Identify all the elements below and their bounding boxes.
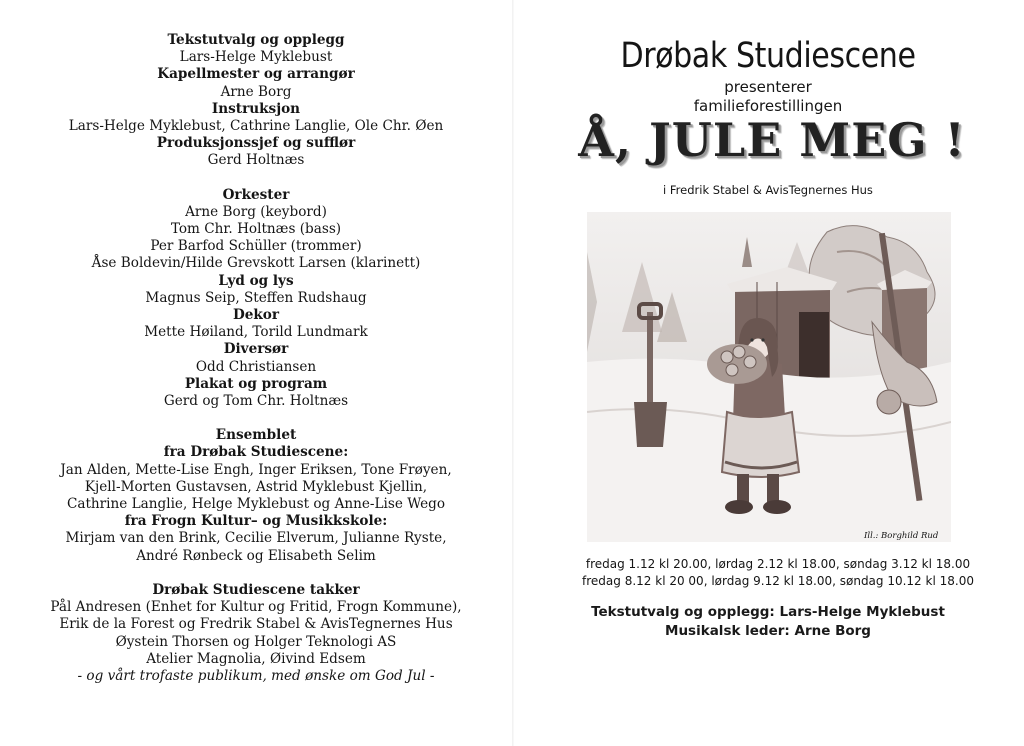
- section-spacer: [24, 410, 488, 427]
- production-type: familieforestillingen: [693, 97, 843, 115]
- credit-line: André Rønbeck og Elisabeth Selim: [136, 547, 376, 564]
- theatre-name: Drøbak Studiescene: [620, 36, 916, 76]
- footer-line-2: Musikalsk leder: Arne Borg: [665, 623, 871, 639]
- credit-heading: Produksjonssjef og sufflør: [156, 135, 356, 152]
- section-spacer: [24, 170, 488, 187]
- credit-heading: Plakat og program: [184, 375, 328, 392]
- credit-heading: Tekstutvalg og opplegg: [167, 32, 345, 48]
- credit-line: Lars-Helge Myklebust: [179, 49, 333, 66]
- dates-line-2: fredag 8.12 kl 20 00, lørdag 9.12 kl 18.00, søndag 10.12 kl 18.00: [582, 574, 974, 588]
- credit-heading: Drøbak Studiescene takker: [152, 581, 360, 598]
- credit-line: Pål Andresen (Enhet for Kultur og Fritid, Frogn Kommune),: [50, 599, 462, 616]
- credit-line: Tom Chr. Holtnæs (bass): [170, 221, 342, 238]
- dates-line-1: fredag 1.12 kl 20.00, lørdag 2.12 kl 18.00, søndag 3.12 kl 18.00: [585, 557, 971, 571]
- credit-heading: Kapellmester og arrangør: [157, 66, 355, 83]
- winter-girl-illustration: [587, 212, 951, 542]
- presents-label: presenterer: [724, 78, 812, 96]
- credit-line: Arne Borg (keybord): [185, 203, 327, 220]
- illustration-credit: Ill.: Borghild Rud: [864, 531, 939, 541]
- credit-line: Odd Christiansen: [195, 358, 317, 375]
- credit-line: Øystein Thorsen og Holger Teknologi AS: [115, 633, 397, 650]
- credit-line: Gerd og Tom Chr. Holtnæs: [163, 393, 349, 410]
- credits-list: [24, 32, 488, 685]
- right-page-cover: [512, 0, 1024, 746]
- section-spacer: [24, 565, 488, 582]
- credit-heading: fra Frogn Kultur– og Musikkskole:: [124, 513, 388, 530]
- credit-heading: Ensemblet: [215, 427, 297, 444]
- credit-line: Magnus Seip, Steffen Rudshaug: [145, 289, 367, 306]
- credit-line: Mette Høiland, Torild Lundmark: [144, 324, 368, 341]
- credit-line: Arne Borg: [220, 83, 292, 100]
- credit-line: Erik de la Forest og Fredrik Stabel & AvisTegnernes Hus: [59, 616, 453, 633]
- footer-line-1: Tekstutvalg og opplegg: Lars-Helge Myklebust: [591, 604, 945, 620]
- show-title: Å, JULE MEG !: [578, 113, 966, 167]
- credit-line: Lars-Helge Myklebust, Cathrine Langlie, Ole Chr. Øen: [68, 118, 444, 135]
- shovel: [647, 312, 653, 407]
- credit-line: Gerd Holtnæs: [207, 152, 305, 169]
- credit-heading: Lyd og lys: [218, 272, 294, 289]
- credit-line: Jan Alden, Mette-Lise Engh, Inger Eriksen, Tone Frøyen,: [60, 461, 452, 478]
- performance-dates: [512, 556, 1024, 590]
- credit-line: Cathrine Langlie, Helge Myklebust og Anne-Lise Wego: [66, 496, 446, 513]
- credit-heading: fra Drøbak Studiescene:: [163, 444, 349, 461]
- credit-line: Åse Boldevin/Hilde Grevskott Larsen (klarinett): [91, 255, 421, 272]
- credit-line: Mirjam van den Brink, Cecilie Elverum, Julianne Ryste,: [65, 530, 447, 547]
- credit-heading: Dekor: [232, 307, 280, 324]
- credit-line: Per Barfod Schüller (trommer): [150, 238, 362, 255]
- credit-line: - og vårt trofaste publikum, med ønske om God Jul -: [77, 667, 435, 684]
- credit-heading: Orkester: [222, 186, 290, 203]
- venue-line: i Fredrik Stabel & AvisTegnernes Hus: [663, 183, 873, 197]
- credit-heading: Diversør: [223, 341, 289, 358]
- cover-footer: [512, 603, 1024, 641]
- credit-heading: Instruksjon: [211, 100, 301, 117]
- credit-line: Atelier Magnolia, Øivind Edsem: [146, 650, 366, 667]
- credit-line: Kjell-Morten Gustavsen, Astrid Myklebust Kjellin,: [84, 478, 428, 495]
